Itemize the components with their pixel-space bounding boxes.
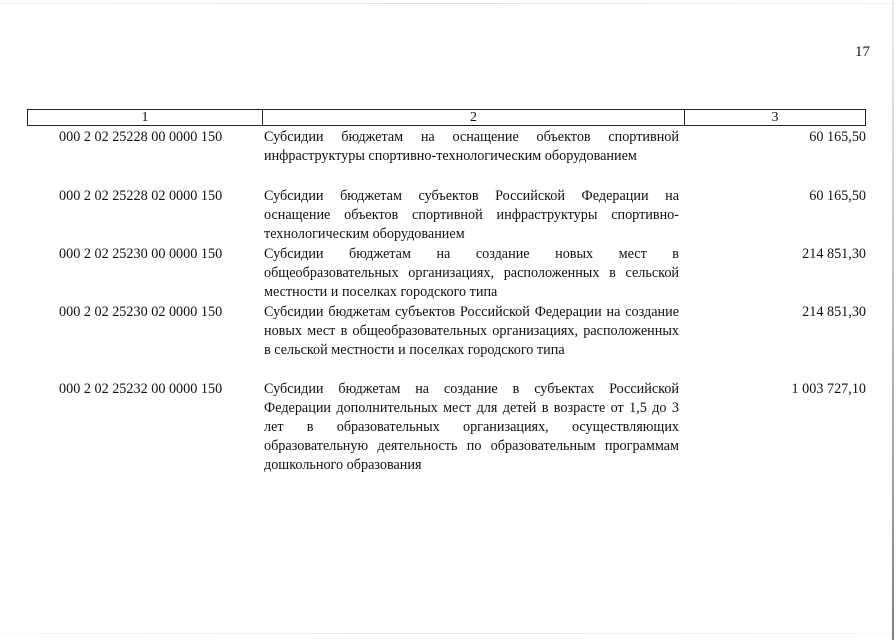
column-header-2: 2: [263, 110, 685, 125]
budget-code: 000 2 02 25232 00 0000 150: [59, 381, 223, 397]
budget-code: 000 2 02 25230 02 0000 150: [59, 304, 223, 320]
scan-edge-right: [892, 0, 894, 640]
row-amount: 1 003 727,10: [791, 381, 866, 397]
budget-code: 000 2 02 25230 00 0000 150: [59, 246, 223, 262]
scan-edge-top: [0, 3, 896, 4]
row-description: Субсидии бюджетам на создание новых мест в общеобразовательных организациях, расположенных в сельской местности и поселках городского типа: [264, 246, 679, 300]
column-header-3: 3: [771, 110, 779, 125]
row-description: Субсидии бюджетам субъектов Российской Федерации на оснащение объектов спортивной инфраструктуры спортивно-технологическим оборудованием: [264, 188, 679, 242]
budget-code: 000 2 02 25228 00 0000 150: [59, 129, 223, 145]
scan-edge-bottom: [0, 633, 896, 634]
row-amount: 60 165,50: [809, 129, 866, 145]
row-amount: 214 851,30: [802, 246, 866, 262]
row-amount: 214 851,30: [802, 304, 866, 320]
table-header: [27, 109, 866, 126]
page-number: 17: [855, 44, 870, 60]
row-description: Субсидии бюджетам на оснащение объектов спортивной инфраструктуры спортивно-технологическим оборудованием: [264, 129, 679, 164]
column-header-1: 1: [28, 110, 263, 125]
row-description: Субсидии бюджетам на создание в субъектах Российской Федерации дополнительных мест для детей в возрасте от 1,5 до 3 лет в образовательных организациях, осуществляющих образовательную деятельность по образовательным программам дошкольного образования: [264, 381, 679, 473]
row-amount: 60 165,50: [809, 188, 866, 204]
budget-code: 000 2 02 25228 02 0000 150: [59, 188, 223, 204]
row-description: Субсидии бюджетам субъектов Российской Федерации на создание новых мест в общеобразовательных организациях, расположенных в сельской местности и поселках городского типа: [264, 304, 679, 358]
